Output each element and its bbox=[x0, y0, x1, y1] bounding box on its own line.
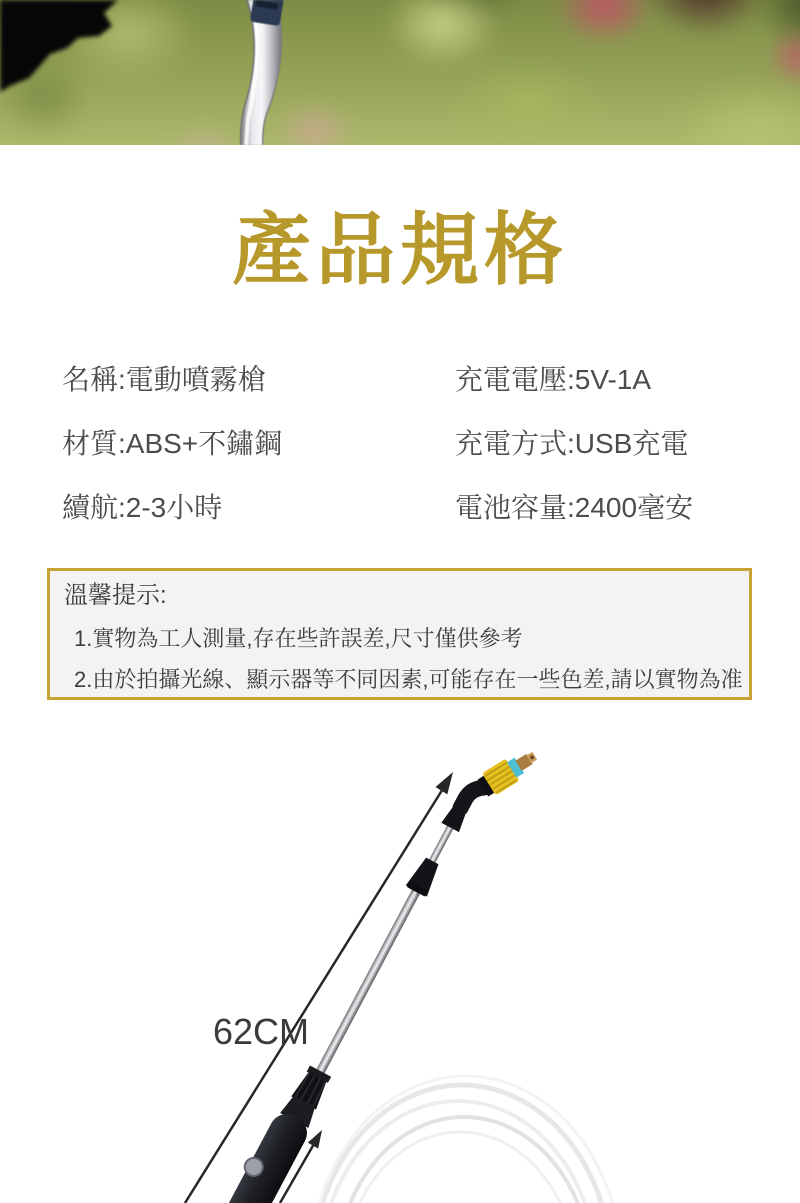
spec-battery-life-label: 續航: bbox=[62, 492, 126, 523]
spec-material-value: ABS+不鏽鋼 bbox=[125, 428, 283, 459]
page-title: 產品規格 bbox=[232, 205, 568, 294]
spec-charge-voltage bbox=[455, 366, 651, 394]
tips-item-2: 2.由於拍攝光線、顯示器等不同因素,可能存在一些色差,請以實物為准 bbox=[74, 667, 743, 693]
tips-item-1: 1.實物為工人測量,存在些許誤差,尺寸僅供參考 bbox=[74, 625, 523, 651]
spec-battery-life-value: 2-3小時 bbox=[125, 492, 223, 523]
spec-name-label: 名稱: bbox=[62, 364, 126, 395]
spec-charge-voltage-value: 5V-1A bbox=[574, 364, 652, 395]
nozzle-head bbox=[476, 745, 542, 799]
arrowhead-icon bbox=[436, 772, 454, 794]
spec-material bbox=[62, 430, 282, 458]
coiled-hose bbox=[310, 1076, 622, 1203]
spec-charge-method-value: USB充電 bbox=[574, 428, 689, 459]
tips-heading: 溫馨提示: bbox=[64, 582, 167, 609]
suction-hose-tube bbox=[0, 0, 800, 145]
nozzle-elbow bbox=[460, 782, 483, 813]
spec-name-value: 電動噴霧槍 bbox=[125, 364, 266, 395]
hero-photo bbox=[0, 0, 800, 145]
spec-charge-method-label: 充電方式: bbox=[455, 428, 575, 459]
spec-battery-capacity-value: 2400毫安 bbox=[574, 492, 694, 523]
wand-rod-lower bbox=[309, 889, 420, 1087]
spec-material-label: 材質: bbox=[62, 428, 126, 459]
arrowhead-icon bbox=[308, 1130, 322, 1149]
spec-battery-capacity bbox=[455, 494, 693, 522]
spec-battery-capacity-label: 電池容量: bbox=[455, 492, 575, 523]
spec-charge-voltage-label: 充電電壓: bbox=[455, 364, 575, 395]
handle-body bbox=[206, 1108, 313, 1203]
tube-top-fitting bbox=[250, 0, 284, 26]
spec-battery-life bbox=[62, 494, 222, 522]
tips-box bbox=[47, 568, 752, 700]
dimension-label: 62CM bbox=[213, 1011, 310, 1052]
spec-name bbox=[62, 366, 266, 394]
spray-wand bbox=[202, 730, 548, 1203]
spec-charge-method bbox=[455, 430, 688, 458]
product-figure bbox=[0, 730, 800, 1203]
